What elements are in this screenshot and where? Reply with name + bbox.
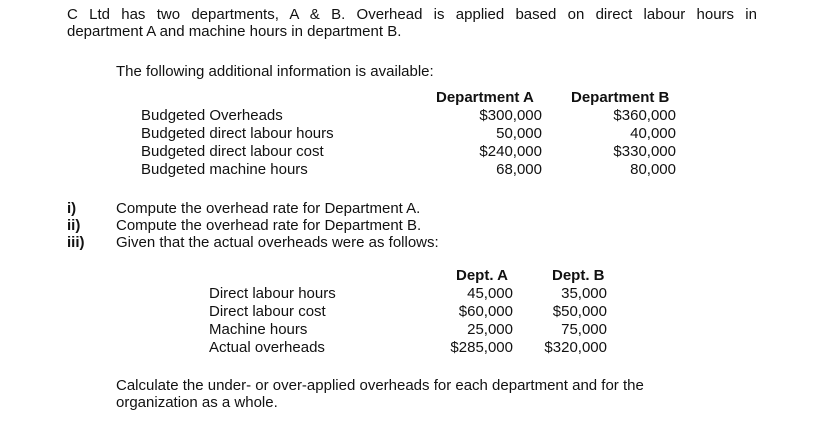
actual-cell-dept-a: 45,000 bbox=[467, 285, 513, 302]
budget-cell-dept-b: $360,000 bbox=[613, 107, 676, 124]
budget-row-label: Budgeted direct labour cost bbox=[141, 143, 324, 160]
budget-cell-dept-a: 50,000 bbox=[496, 125, 542, 142]
intro-line-2: department A and machine hours in department B. bbox=[67, 23, 402, 40]
actual-dept-a-values bbox=[450, 285, 513, 357]
actual-cell-dept-a: 25,000 bbox=[467, 321, 513, 338]
actual-cell-dept-b: 75,000 bbox=[561, 321, 607, 338]
actual-cell-dept-b: $50,000 bbox=[552, 303, 607, 320]
question-number: i) bbox=[67, 200, 77, 217]
actual-cell-dept-a: $285,000 bbox=[450, 339, 513, 356]
budget-cell-dept-a: $300,000 bbox=[479, 107, 542, 124]
actual-labels bbox=[209, 285, 336, 357]
actual-row-label: Direct labour cost bbox=[209, 303, 326, 320]
budget-row-label: Budgeted direct labour hours bbox=[141, 125, 334, 142]
actual-header-dept-a: Dept. A bbox=[456, 267, 508, 284]
question-text: Given that the actual overheads were as follows: bbox=[116, 234, 439, 251]
budget-cell-dept-a: $240,000 bbox=[479, 143, 542, 160]
budget-row-label: Budgeted machine hours bbox=[141, 161, 308, 178]
additional-info-text: The following additional information is available: bbox=[116, 63, 434, 80]
conclusion-line-1: Calculate the under- or over-applied overheads for each department and for the bbox=[116, 377, 644, 394]
question-text: Compute the overhead rate for Department A. bbox=[116, 200, 421, 217]
conclusion-line-2: organization as a whole. bbox=[116, 394, 278, 411]
intro-line-1: C Ltd has two departments, A & B. Overhead is applied based on direct labour hours in bbox=[67, 6, 757, 23]
question-number: iii) bbox=[67, 234, 85, 251]
actual-row-label: Direct labour hours bbox=[209, 285, 336, 302]
budget-header-dept-b: Department B bbox=[571, 89, 670, 106]
budget-labels bbox=[141, 107, 334, 179]
budget-cell-dept-b: $330,000 bbox=[613, 143, 676, 160]
actual-dept-b-values bbox=[544, 285, 607, 357]
actual-cell-dept-a: $60,000 bbox=[458, 303, 513, 320]
actual-header-dept-b: Dept. B bbox=[552, 267, 605, 284]
actual-cell-dept-b: $320,000 bbox=[544, 339, 607, 356]
budget-header-dept-a: Department A bbox=[436, 89, 534, 106]
actual-row-label: Actual overheads bbox=[209, 339, 325, 356]
intro-paragraph bbox=[67, 6, 757, 40]
budget-row-label: Budgeted Overheads bbox=[141, 107, 283, 124]
question-text: Compute the overhead rate for Department B. bbox=[116, 217, 422, 234]
question-number: ii) bbox=[67, 217, 81, 234]
actual-cell-dept-b: 35,000 bbox=[561, 285, 607, 302]
budget-cell-dept-b: 40,000 bbox=[630, 125, 676, 142]
budget-cell-dept-b: 80,000 bbox=[630, 161, 676, 178]
budget-dept-a-values bbox=[479, 107, 542, 179]
budget-dept-b-values bbox=[613, 107, 676, 179]
actual-row-label: Machine hours bbox=[209, 321, 308, 338]
budget-cell-dept-a: 68,000 bbox=[496, 161, 542, 178]
